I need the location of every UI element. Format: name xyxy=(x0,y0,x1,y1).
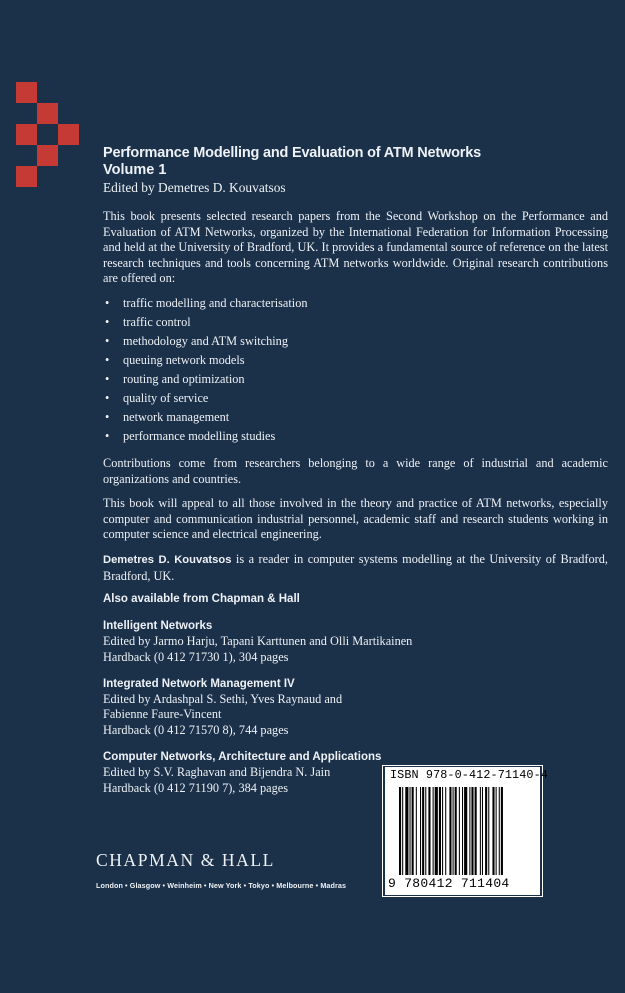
intro-paragraph: This book presents selected research papers from the Second Workshop on the Performance and Evaluation of ATM Networks, organized by the International Federation for Information Processing and held at the University of Bradford, UK. It provides a fundamental source of reference on the latest research techniques and tools concerning ATM networks worldwide. Original research contributions are offered on: xyxy=(103,209,608,286)
list-item: • queuing network models xyxy=(103,353,608,368)
barcode-bar xyxy=(433,787,434,875)
list-item: • network management xyxy=(103,410,608,425)
related-book-line: Edited by Ardashpal S. Sethi, Yves Raynaud and xyxy=(103,691,343,706)
barcode-bar xyxy=(445,787,446,875)
barcode-bar xyxy=(449,787,451,875)
contributions-paragraph: Contributions come from researchers belonging to a wide range of industrial and academic organizations and countries. xyxy=(103,455,608,486)
author-paragraph xyxy=(103,552,608,584)
related-book xyxy=(103,677,608,738)
also-available-heading: Also available from Chapman & Hall xyxy=(103,593,300,606)
related-book-title: Integrated Network Management IV xyxy=(103,677,295,690)
list-item: • performance modelling studies xyxy=(103,429,608,444)
barcode-bar xyxy=(462,787,463,875)
book-title: Performance Modelling and Evaluation of ATM Networks xyxy=(103,145,481,161)
barcode-bar xyxy=(439,787,441,875)
book-editor: Edited by Demetres D. Kouvatsos xyxy=(103,180,286,195)
related-book-line: Edited by S.V. Raghavan and Bijendra N. Jain xyxy=(103,765,331,780)
list-item: • traffic modelling and characterisation xyxy=(103,296,608,311)
related-book-title: Computer Networks, Architecture and Applications xyxy=(103,751,382,764)
barcode-bar xyxy=(453,787,454,875)
related-book xyxy=(103,619,608,665)
related-book-line: Hardback (0 412 71570 8), 744 pages xyxy=(103,722,289,737)
barcode-bar xyxy=(464,787,467,875)
barcode-bar xyxy=(475,787,477,875)
barcode-bar xyxy=(499,787,500,875)
barcode-bar xyxy=(425,787,426,875)
publisher-logo xyxy=(16,82,82,186)
related-book-line: Hardback (0 412 71730 1), 304 pages xyxy=(103,649,289,664)
barcode-bar xyxy=(435,787,438,875)
barcode-bar xyxy=(412,787,414,875)
publisher-name: CHAPMAN & HALL xyxy=(96,850,275,870)
barcode-bar xyxy=(496,787,497,875)
barcode-bar xyxy=(488,787,489,875)
barcode-bar xyxy=(455,787,457,875)
publisher-cities: London • Glasgow • Weinheim • New York • Tokyo • Melbourne • Madras xyxy=(96,881,347,890)
barcode-bar xyxy=(469,787,470,875)
barcode-bar xyxy=(471,787,473,875)
barcode-bar xyxy=(459,787,460,875)
related-book-title: Intelligent Networks xyxy=(103,620,213,633)
list-item: • quality of service xyxy=(103,391,608,406)
barcode-bar xyxy=(492,787,494,875)
cover-text xyxy=(103,145,608,808)
related-book-line: Edited by Jarmo Harju, Tapani Karttunen and Olli Martikainen xyxy=(103,634,413,649)
barcode-bar xyxy=(422,787,424,875)
book-volume: Volume 1 xyxy=(103,162,167,178)
list-item: • routing and optimization xyxy=(103,372,608,387)
barcode-bar xyxy=(402,787,403,875)
barcode-bar xyxy=(442,787,443,875)
isbn-label: ISBN 978-0-412-71140-4 xyxy=(390,768,548,782)
barcode-bar xyxy=(480,787,481,875)
barcode-bar xyxy=(482,787,483,875)
author-name: Demetres D. Kouvatsos xyxy=(103,553,232,566)
barcode-bar xyxy=(399,787,401,875)
barcode-bar xyxy=(416,787,417,875)
barcode-bar xyxy=(501,787,503,875)
list-item: • methodology and ATM switching xyxy=(103,334,608,349)
publisher-block xyxy=(96,850,346,890)
list-item: • traffic control xyxy=(103,315,608,330)
barcode-bar xyxy=(410,787,411,875)
barcode-bar xyxy=(420,787,421,875)
barcode-bar xyxy=(485,787,487,875)
barcode-bars xyxy=(399,787,529,875)
barcode-bar xyxy=(428,787,430,875)
related-book-line: Fabienne Faure-Vincent xyxy=(103,707,222,722)
barcode-bar xyxy=(405,787,408,875)
barcode xyxy=(385,767,548,895)
appeal-paragraph: This book will appeal to all those involved in the theory and practice of ATM networks, especially computer and communication industrial personnel, academic staff and research students working in computer science and electrical engineering. xyxy=(103,496,608,542)
topics-list xyxy=(103,296,608,444)
barcode-number: 9 780412 711404 xyxy=(388,876,510,891)
related-book-line: Hardback (0 412 71190 7), 384 pages xyxy=(103,780,288,795)
author-bio: is a reader in computer systems modelling at the University of Bradford, Bradford, UK. xyxy=(103,551,608,583)
